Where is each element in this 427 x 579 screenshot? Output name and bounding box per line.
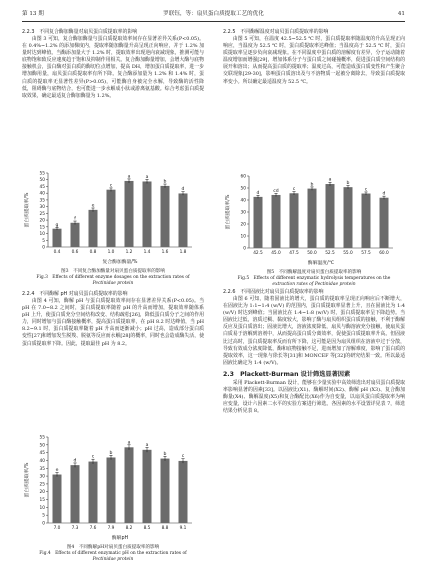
section-2-2-6-title: 2.2.6 不同固液比对扇贝蛋白质提取率的影响 [223, 289, 324, 295]
x-tick-label: 8.5 [143, 526, 151, 531]
figure-3-caption-en-line2: Pectinidae protein [92, 280, 134, 286]
y-tick-label: 20 [240, 222, 246, 228]
y-tick-label: 25 [39, 482, 45, 488]
significance-letter: b [109, 450, 113, 456]
x-tick-label: 0.8 [89, 250, 97, 255]
y-tick-label: 55 [39, 435, 45, 441]
y-tick-label: 60 [240, 174, 246, 180]
y-tick-label: 10 [240, 234, 246, 240]
y-tick-label: 20 [39, 490, 45, 496]
y-tick-label: 10 [39, 505, 45, 511]
x-tick-label: 7.3 [71, 526, 79, 531]
figure-5-caption-en-line1: Fig.5 Effects of different enzymatic hydrolysis temperatures on the [237, 276, 391, 281]
significance-letter: a [127, 174, 131, 180]
significance-letter: e [55, 467, 59, 473]
figure-5-chart [223, 170, 405, 266]
bar [71, 465, 80, 523]
bar [380, 198, 389, 248]
significance-letter: c [181, 454, 185, 460]
right-column-lower [223, 288, 405, 415]
bar [272, 195, 281, 248]
y-tick-label: 15 [39, 225, 45, 231]
significance-letter: c [364, 187, 368, 193]
header-rule [22, 21, 405, 22]
bar [107, 457, 116, 523]
running-title: 罗联钰，等：扇贝蛋白质提取工艺的优化 [163, 11, 264, 17]
y-tick-label: 35 [39, 466, 45, 472]
running-header [22, 8, 405, 20]
section-2-2-5-paragraph: 由图 5 可知，在温度 42.5~52.5 ℃ 时，蛋白质提取率随温度的升高呈现正向响应，当温度为 52.5 ℃ 时，蛋白质提取率达峰值；当温度高于 52.5 ℃ 时，蛋白质提取率呈逐步负向衰减现象。在不同温度中蛋白质的溶解度有差异，分子运动随着温度增加而增强[29]，增加体系分子与蛋白质之间碰撞概率，促进蛋白质空间结构的展开和溶出；从而提高蛋白质的提取率；温度过高，可能造成蛋白质变性和产生聚合交联现象[29-30]，影响蛋白质溶出及与不溶物质一起被分离除去，导致蛋白质提取率变小。所以确定最适温度为 52.5 ℃。 [223, 36, 405, 85]
y-tick-label: 30 [39, 205, 45, 211]
figure-4-caption-en-line2: Pectinidae protein [92, 556, 134, 562]
bar [107, 190, 116, 247]
bar [143, 450, 152, 523]
significance-letter: b [163, 451, 167, 457]
significance-letter: a [145, 174, 149, 180]
y-tick-label: 40 [39, 191, 45, 197]
y-tick-label: 35 [39, 198, 45, 204]
left-column [22, 28, 204, 100]
y-tick-label: 30 [39, 474, 45, 480]
y-tick-label: 50 [240, 186, 246, 192]
x-tick-label: 1.4 [143, 250, 151, 255]
significance-letter: b [163, 179, 167, 185]
section-2-2-3-title: 2.2.3 不同复合酶加酶量对扇贝蛋白质提取率的影响 [22, 29, 138, 35]
issue-number: 第 13 期 [22, 11, 44, 17]
y-tick-label: 45 [39, 451, 45, 457]
section-2-2-4-paragraph: 由图 4 可知，酶解 pH 与蛋白质提取效率间存在显著差异关系(P<0.05)。当 pH 在 7.0~8.2 之间时，蛋白质提取率随着 pH 的升高而增加，提取效率随体系 pH 上升，使蛋白质充分空间结构改变、结构疏松[26]，降低蛋白质分子之间的作用力，同时增加与蛋白酶接触概率，提高蛋白质提取率，在 pH 8.2 时达峰值，当 pH 8.2~9.1 时，蛋白质提取率随着 pH 升高而逐渐减小；pH 过高，造成部分蛋白质变性[27]和增加发生脱羧、脱氨等反应而水解[28]的概率，同时也会造成酶失活，使蛋白质提取率下降。因此，提取最佳 pH 为 8.2。 [22, 298, 204, 347]
y-tick-label: 0 [42, 245, 45, 251]
bar [89, 462, 98, 523]
section-2-2-3-paragraph: 由图 3 可知，复合酶加酶量与蛋白质提取效率间存在显著差异关系(P<0.05)。在 0.4%~1.2% 的添加梯度内，提取率随加酶量升高呈现正向响应，并于 1.2% 加量时达到峰值。当酶添加量大于 1.2% 时，提取效率出现逆向衰减现象，推测可能与底物饱和致反应速度趋于饱和及抑制作用相关。复合酶加酶量增加，会增大酶与底物接触机会，蛋白酶对蛋白质的酶切位点增加，提高 DH，增加蛋白质提取率，进一步增加酶用量，扇贝蛋白质提取率有所下降。复合酶添加量为 1.2% 和 1.4% 时，蛋白质的提取率无显著性差异(P>0.05)，可能酶自身被完全水解，导致酶的活性降低，阻碍酶与底物结合，也可能进一步水解成小肽或游离氨基酸。综合考虑蛋白质提取效果，确定最适复合酶加酶量为 1.2%。 [22, 36, 204, 99]
figure-5 [223, 170, 405, 287]
significance-letter: b [346, 180, 350, 186]
bar [161, 186, 170, 247]
significance-letter: a [328, 177, 332, 183]
x-tick-label: 52.5 [325, 251, 335, 256]
y-axis-label: 蛋白质提取率/% [226, 194, 231, 230]
bar [308, 189, 317, 248]
x-tick-label: 7.6 [89, 526, 97, 531]
y-tick-label: 50 [39, 443, 45, 449]
figure-5-caption-en-line2: extraction rates of Pectinidae protein [272, 281, 356, 287]
x-axis-label: 复合酶加酶量/% [102, 260, 138, 265]
x-tick-label: 1.2 [125, 250, 133, 255]
bar [362, 194, 371, 248]
y-tick-label: 55 [39, 171, 45, 177]
y-tick-label: 40 [240, 198, 246, 204]
x-tick-label: 1.6 [161, 250, 169, 255]
y-tick-label: 25 [39, 211, 45, 217]
left-column-lower [22, 290, 204, 348]
bar [53, 475, 62, 523]
x-axis-label: 酶解温度/℃ [307, 261, 335, 266]
significance-letter: a [127, 440, 131, 446]
y-tick-label: 15 [39, 498, 45, 504]
y-tick-label: 30 [240, 210, 246, 216]
y-tick-label: 50 [39, 178, 45, 184]
significance-letter: c [109, 183, 113, 189]
y-tick-label: 40 [39, 458, 45, 464]
bar [125, 447, 134, 523]
x-tick-label: 57.5 [361, 251, 371, 256]
bar [89, 210, 98, 247]
significance-letter: g [55, 222, 59, 228]
bar [290, 193, 299, 248]
page-number: 41 [397, 11, 405, 17]
figure-3-caption-en-line1: Fig.3 Effects of different enzyme dosages on the extraction rates of [36, 275, 190, 280]
y-tick-label: 45 [39, 184, 45, 190]
bar [71, 223, 80, 247]
x-tick-label: 0.6 [71, 250, 79, 255]
section-2-3-paragraph: 采用 Plackett-Burman 设计，能够在少量实验中高效筛选出对扇贝蛋白质提取率影响显著的因素[33]。以固液比(X1)、酶解时间(X2)、酶解 pH (X3)、复合酶加酶量(X4)、酶解温度(X5)和复合酶配比(X6)作为自变量，以扇贝蛋白质提取率为响应变量，设计六因素二水平的实验方案进行筛选。各因素的水平设置详见表 7，筛选结果分析见表 8。 [223, 379, 405, 415]
section-2-2-4-title: 2.2.4 不同酶解 pH 对扇贝蛋白质提取率的影响 [22, 291, 128, 297]
significance-letter: f [74, 216, 76, 222]
x-tick-label: 50.0 [307, 251, 317, 256]
x-tick-label: 7.0 [53, 526, 61, 531]
y-tick-label: 5 [42, 513, 45, 519]
figure-3-caption-cn: 图3 不同复合酶加酶量对扇贝蛋白质提取率的影响 [61, 269, 165, 274]
significance-letter: d [256, 190, 260, 196]
y-tick-label: 10 [39, 232, 45, 238]
y-axis-label: 蛋白质提取率/% [25, 192, 30, 228]
x-tick-label: 9.1 [179, 526, 187, 531]
x-tick-label: 7.9 [107, 526, 115, 531]
significance-letter: cd [273, 188, 279, 194]
figure-4 [22, 431, 204, 562]
y-tick-label: 5 [42, 238, 45, 244]
x-tick-label: 8.8 [161, 526, 169, 531]
right-column [223, 28, 405, 86]
section-2-2-5-title: 2.2.5 不同酶解温度对扇贝蛋白质提取率的影响 [223, 29, 329, 35]
x-tick-label: 42.5 [253, 251, 263, 256]
x-tick-label: 1.8 [179, 250, 187, 255]
bar [326, 184, 335, 248]
significance-letter: d [181, 187, 185, 193]
significance-letter: e [91, 203, 95, 209]
x-tick-label: 45.0 [271, 251, 281, 256]
significance-letter: d [73, 458, 77, 464]
y-tick-label: 0 [42, 521, 45, 527]
figure-4-caption-en-line1: Fig.4 Effects of different enzymatic pH on the extraction rates of [39, 551, 187, 556]
bar [179, 193, 188, 247]
figure-4-caption-cn: 图4 不同酶解pH对扇贝蛋白质提取率的影响 [66, 545, 160, 550]
bar [53, 229, 62, 247]
x-tick-label: 60.0 [379, 251, 389, 256]
significance-letter: b [310, 182, 314, 188]
y-axis-label: 蛋白质提取率/% [25, 462, 30, 498]
x-tick-label: 0.4 [53, 250, 61, 255]
section-2-3-title: 2.3 Plackett-Burman 设计筛选显著因素 [223, 370, 351, 378]
figure-4-chart [22, 431, 204, 541]
section-2-2-6-paragraph: 由图 6 可知，随着固液比的增大，蛋白质的提取率呈现正向响应后不断增大，在固液比为 1:1~1:4 (w/V) 的范围内，蛋白质提取率显著上升，且在固液比为 1:4 (w/V) 时达到峰值；当固液比在 1:4~1:8 (w/V) 时，蛋白质提取率呈下降趋势。当固液比过低，溶质过稠、黏度较大，影响了酶与扇贝组织蛋白质的接触，不利于酶解反应及蛋白质溶出；固液比增大，溶液浓度降低，扇贝与酶溶液充分接触，使扇贝蛋白质易于溶解到溶剂中，从而提高蛋白质分离效率，促使蛋白质提取率升高。但固液比过高时，蛋白质提取率反而有所下降，这可能是因为扇贝组织在溶液中过于分散，导致有效成分浓度降低，酶和底物接触不足，进而增加了溶解难度，影响了蛋白质的提取效率，这一现象与徐长等[31]和 MONCEF 等[32]的研究结果一致。所以最适固液比确定为 1:4 (w/V)。 [223, 296, 405, 366]
significance-letter: a [145, 442, 149, 448]
y-tick-label: 0 [243, 246, 246, 252]
x-axis-label: 酶解pH [111, 536, 129, 541]
bar [125, 181, 134, 247]
x-tick-label: 47.5 [289, 251, 299, 256]
figure-3 [22, 167, 204, 286]
significance-letter: d [382, 191, 386, 197]
bar [143, 181, 152, 247]
bar [344, 187, 353, 248]
figure-3-chart [22, 167, 204, 265]
bar [161, 459, 170, 523]
x-tick-label: 55.0 [343, 251, 353, 256]
bar [179, 461, 188, 523]
x-tick-label: 1.0 [107, 250, 115, 255]
significance-letter: c [91, 454, 95, 460]
x-tick-label: 8.2 [125, 526, 133, 531]
y-tick-label: 20 [39, 218, 45, 224]
figure-5-caption-cn: 图5 不同酶解温度对扇贝蛋白质提取率的影响 [266, 270, 362, 275]
bar [254, 197, 263, 248]
significance-letter: c [292, 187, 296, 193]
